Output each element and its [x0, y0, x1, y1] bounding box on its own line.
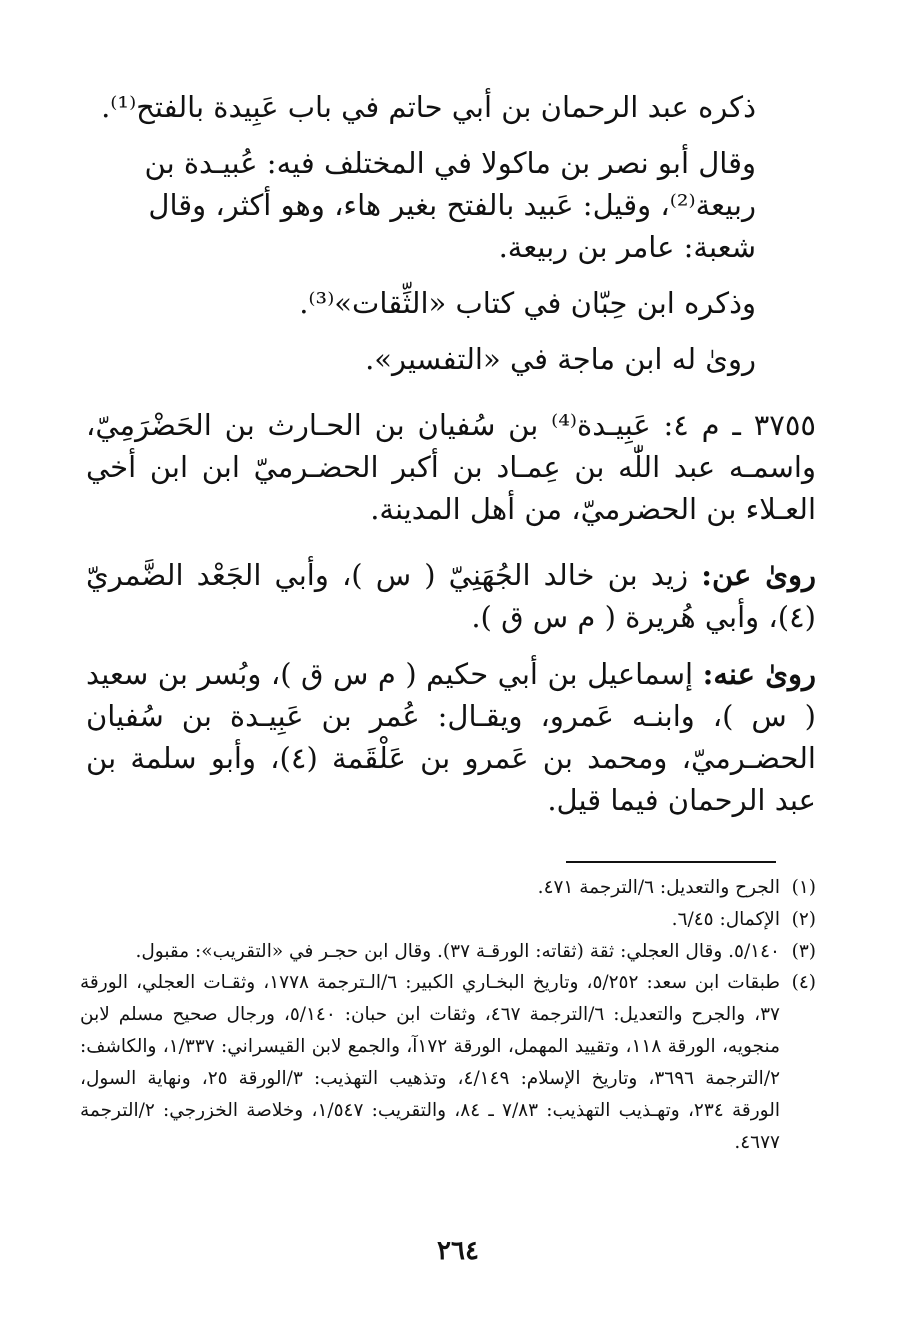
footnote-number: (١) — [791, 877, 816, 898]
footnotes — [80, 872, 816, 1158]
page-number: ٢٦٤ — [437, 1236, 479, 1266]
footnote-number: (٤) — [791, 972, 816, 994]
narrated-by-label: روىٰ عنه: — [702, 656, 817, 691]
footnote-4 — [80, 967, 816, 1158]
narrated-by-text: إسماعيل بن أبي حكيم ( م س ق )، وبُسر بن سعيد ( س )، وابنـه عَمرو، ويقـال: عُمر بن عَبِيـدة بن سُفيان الحضـرميّ، ومحمد بن عَمرو بن عَلْقَمة (٤)، وأبو سلمة بن عبد الرحمان فيما قيل. — [86, 656, 816, 817]
narrated-from-text: زيد بن خالد الجُهَنِيّ ( س )، وأبي الجَعْد الضَّمريّ (٤)، وأبي هُريرة ( م س ق ). — [86, 558, 816, 635]
paragraph-ibn-majah: روىٰ له ابن ماجة في «التفسير». — [365, 342, 756, 377]
footnote-text: ٥/١٤٠. وقال العجلي: ثقة (ثقاته: الورقـة ٣٧). وقال ابن حجـر في «التقريب»: مقبول. — [135, 940, 780, 962]
footnote-text: الإكمال: ٦/٤٥. — [671, 908, 780, 930]
footnote-3 — [80, 936, 816, 968]
footnote-2 — [80, 904, 816, 936]
footnote-text: طبقات ابن سعد: ٥/٢٥٢، وتاريخ البخـاري الكبير: ٦/الـترجمة ١٧٧٨، وثقـات العجلي، الورقة ٣٧، والجرح والتعديل: ٦/الترجمة ٤٦٧، وثقات ابن حبان: ٥/١٤٠، ورجال صحيح مسلم لابن منجويه، الورقة ١١٨، وتقييد المهمل، الورقة ١٧٢آ، والجمع لابن القيسراني: ١/٣٣٧، والكاشف: ٢/الترجمة ٣٦٩٦، وتاريخ الإسلام: ٤/١٤٩، وتذهيب التهذيب: ٣/الورقة ٢٥، ونهاية السول، الورقة ٢٣٤، وتهـذيب التهذيب: ٧/٨٣ ـ ٨٤، والتقريب: ١/٥٤٧، وخلاصة الخزرجي: ٢/الترجمة ٤٦٧٧. — [80, 972, 781, 1153]
paragraph-ibn-makula: وقال أبو نصر بن ماكولا في المختلف فيه: عُبيـدة بن ربيعة⁽²⁾، وقيل: عَبيد بالفتح بغير هاء، وهو أكثر، وقال شعبة: عامر بن ربيعة. — [144, 146, 756, 265]
entry-heading: ٣٧٥٥ ـ م ٤: عَبِيـدة⁽⁴⁾ بن سُفيان بن الحـارث بن الحَضْرَمِيّ، واسمـه عبد اللّٰه بن عِمـاد بن أكبر الحضـرميّ ابن ابن أخي العـلاء بن الحضرميّ، من أهل المدينة. — [86, 408, 816, 527]
narrated-by-paragraph — [86, 653, 816, 821]
narrated-from-paragraph — [86, 554, 816, 638]
paragraph-ibn-abi-hatim: ذكره عبد الرحمان بن أبي حاتم في باب عَبِيدة بالفتح⁽¹⁾. — [101, 90, 756, 124]
footnote-divider — [566, 861, 776, 863]
footnote-text: الجرح والتعديل: ٦/الترجمة ٤٧١. — [537, 877, 780, 898]
main-text — [86, 86, 816, 821]
narrated-from-label: روىٰ عن: — [701, 558, 817, 593]
footnote-number: (٢) — [791, 908, 816, 930]
footnote-number: (٣) — [791, 940, 816, 962]
footnote-1 — [80, 872, 816, 904]
paragraph-ibn-hibban: وذكره ابن حِبّان في كتاب «الثِّقات»⁽³⁾. — [299, 286, 756, 321]
